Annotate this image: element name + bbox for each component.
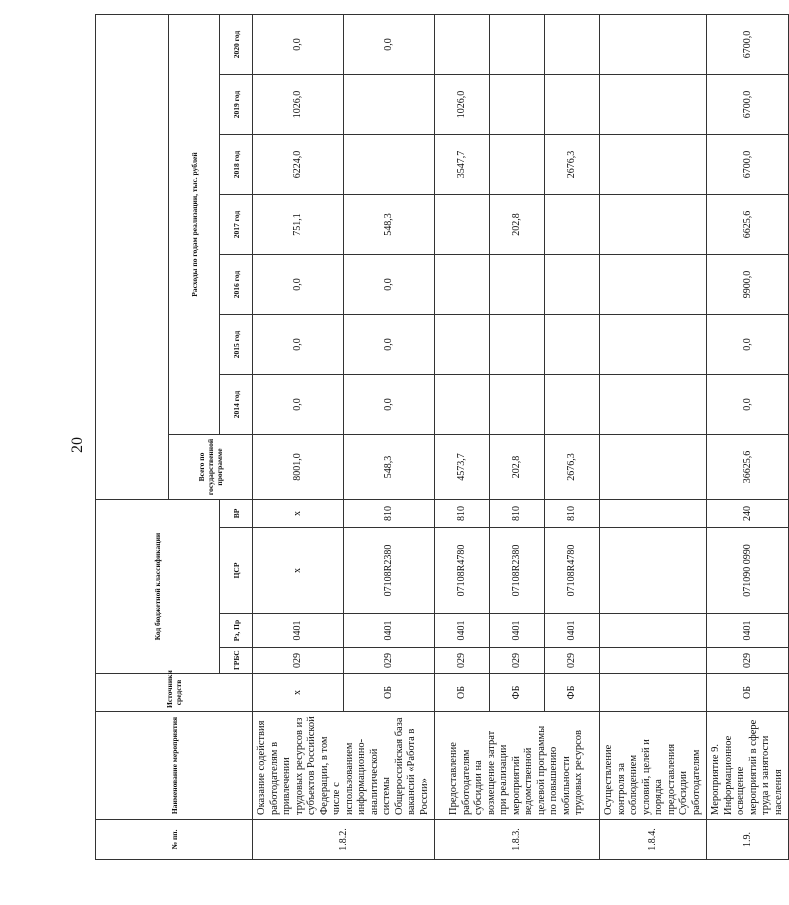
header-year: 2015 год bbox=[220, 315, 253, 375]
year-cell bbox=[600, 315, 707, 375]
header-year: 2016 год bbox=[220, 255, 253, 315]
year-cell bbox=[545, 75, 600, 135]
activity-name: Осуществление контроля за соблюдением условий, целей и порядка предоставления Субсидии работодателям bbox=[600, 712, 707, 820]
activity-name: Предоставление работодателям субсидии на возмещение затрат при реализации мероприятий ведомственной целевой программы по повышению мобильности трудовых ресурсов bbox=[435, 712, 600, 820]
year-cell bbox=[600, 15, 707, 75]
header-year: 2014 год bbox=[220, 375, 253, 435]
header-year: 2017 год bbox=[220, 195, 253, 255]
csr-cell: 07108R4780 bbox=[435, 528, 490, 614]
csr-cell: 07108R2380 bbox=[344, 528, 435, 614]
year-cell: 1026,0 bbox=[435, 75, 490, 135]
csr-cell: 071090 0990 bbox=[707, 528, 789, 614]
year-cell: 2676,3 bbox=[545, 135, 600, 195]
grbs-cell: 029 bbox=[707, 648, 789, 674]
year-cell bbox=[344, 135, 435, 195]
year-cell bbox=[490, 255, 545, 315]
header-expenses-title: Расходы по годам реализации, тыс. рублей bbox=[169, 15, 220, 435]
rzpr-cell: 0401 bbox=[344, 614, 435, 648]
budget-table bbox=[95, 14, 789, 860]
source-cell: ОБ bbox=[707, 674, 789, 712]
row-number: 1.8.2. bbox=[253, 820, 435, 860]
row-number: 1.8.4. bbox=[600, 820, 707, 860]
year-cell: 0,0 bbox=[707, 375, 789, 435]
year-cell bbox=[435, 375, 490, 435]
grbs-cell: 029 bbox=[435, 648, 490, 674]
year-cell: 0,0 bbox=[344, 315, 435, 375]
year-cell: 202,8 bbox=[490, 195, 545, 255]
table-row bbox=[707, 15, 789, 860]
year-cell bbox=[600, 75, 707, 135]
grbs-cell: 029 bbox=[490, 648, 545, 674]
header-rzpr: Рз, Пр bbox=[220, 614, 253, 648]
year-cell: 0,0 bbox=[253, 255, 344, 315]
year-cell bbox=[600, 255, 707, 315]
year-cell: 6625,6 bbox=[707, 195, 789, 255]
year-cell: 0,0 bbox=[253, 15, 344, 75]
source-cell: ФБ bbox=[545, 674, 600, 712]
year-cell bbox=[435, 255, 490, 315]
csr-cell bbox=[600, 528, 707, 614]
rzpr-cell: 0401 bbox=[435, 614, 490, 648]
year-cell: 0,0 bbox=[253, 375, 344, 435]
source-cell: ОБ bbox=[344, 674, 435, 712]
total-cell: 2676,3 bbox=[545, 435, 600, 500]
year-cell bbox=[545, 315, 600, 375]
table-row bbox=[253, 15, 344, 860]
year-cell: 6700,0 bbox=[707, 15, 789, 75]
year-cell bbox=[600, 135, 707, 195]
year-cell bbox=[435, 315, 490, 375]
grbs-cell: 029 bbox=[253, 648, 344, 674]
year-cell: 0,0 bbox=[707, 315, 789, 375]
row-number: 1.8.3. bbox=[435, 820, 600, 860]
row-number: 1.9. bbox=[707, 820, 789, 860]
activity-name: Мероприятие 9. Информационное освещение мероприятий в сфере труда и занятости населения bbox=[707, 712, 789, 820]
source-cell: ФБ bbox=[490, 674, 545, 712]
source-cell bbox=[600, 674, 707, 712]
csr-cell: 07108R2380 bbox=[490, 528, 545, 614]
csr-cell: х bbox=[253, 528, 344, 614]
activity-name: Оказание содействия работодателям в привлечении трудовых ресурсов из субъектов Российской Федерации, в том числе с использованием информационно-аналитической системы Общероссийская база вакансий «Работа в России» bbox=[253, 712, 435, 820]
rzpr-cell: 0401 bbox=[490, 614, 545, 648]
year-cell: 751,1 bbox=[253, 195, 344, 255]
total-cell: 202,8 bbox=[490, 435, 545, 500]
table-row bbox=[435, 15, 490, 860]
vr-cell: 810 bbox=[344, 500, 435, 528]
total-cell: 4573,7 bbox=[435, 435, 490, 500]
year-cell bbox=[490, 75, 545, 135]
total-cell: 548,3 bbox=[344, 435, 435, 500]
rzpr-cell: 0401 bbox=[253, 614, 344, 648]
header-vr: ВР bbox=[220, 500, 253, 528]
year-cell: 3547,7 bbox=[435, 135, 490, 195]
vr-cell: 810 bbox=[545, 500, 600, 528]
grbs-cell: 029 bbox=[344, 648, 435, 674]
csr-cell: 07108R4780 bbox=[545, 528, 600, 614]
vr-cell: 240 bbox=[707, 500, 789, 528]
grbs-cell: 029 bbox=[545, 648, 600, 674]
year-cell bbox=[490, 375, 545, 435]
table-row bbox=[600, 15, 707, 860]
year-cell bbox=[435, 15, 490, 75]
vr-cell: х bbox=[253, 500, 344, 528]
header-grbs: ГРБС bbox=[220, 648, 253, 674]
year-cell: 6700,0 bbox=[707, 75, 789, 135]
year-cell bbox=[435, 195, 490, 255]
year-cell bbox=[600, 195, 707, 255]
total-cell bbox=[600, 435, 707, 500]
year-cell: 548,3 bbox=[344, 195, 435, 255]
header-year: 2018 год bbox=[220, 135, 253, 195]
vr-cell: 810 bbox=[435, 500, 490, 528]
year-cell bbox=[344, 75, 435, 135]
total-cell: 8001,0 bbox=[253, 435, 344, 500]
rotated-table-wrapper bbox=[95, 15, 784, 860]
source-cell: х bbox=[253, 674, 344, 712]
rzpr-cell: 0401 bbox=[545, 614, 600, 648]
header-csr: ЦСР bbox=[220, 528, 253, 614]
header-total: Всего по государственной программе bbox=[169, 435, 253, 500]
total-cell: 36625,6 bbox=[707, 435, 789, 500]
year-cell: 0,0 bbox=[344, 15, 435, 75]
year-cell bbox=[490, 315, 545, 375]
year-cell: 0,0 bbox=[253, 315, 344, 375]
year-cell: 0,0 bbox=[344, 375, 435, 435]
year-cell: 1026,0 bbox=[253, 75, 344, 135]
rzpr-cell bbox=[600, 614, 707, 648]
rzpr-cell: 0401 bbox=[707, 614, 789, 648]
header-name: Наименование мероприятия bbox=[96, 712, 253, 820]
grbs-cell bbox=[600, 648, 707, 674]
source-cell: ОБ bbox=[435, 674, 490, 712]
header-year: 2020 год bbox=[220, 15, 253, 75]
header-expenses bbox=[96, 15, 169, 500]
vr-cell bbox=[600, 500, 707, 528]
year-cell bbox=[600, 375, 707, 435]
year-cell: 6224,0 bbox=[253, 135, 344, 195]
header-year: 2019 год bbox=[220, 75, 253, 135]
year-cell: 9900,0 bbox=[707, 255, 789, 315]
year-cell bbox=[490, 15, 545, 75]
year-cell bbox=[490, 135, 545, 195]
year-cell: 0,0 bbox=[344, 255, 435, 315]
vr-cell: 810 bbox=[490, 500, 545, 528]
year-cell bbox=[545, 195, 600, 255]
year-cell bbox=[545, 15, 600, 75]
year-cell bbox=[545, 255, 600, 315]
header-budget-code: Код бюджетной классификации bbox=[96, 500, 220, 674]
header-num: № пп. bbox=[96, 820, 253, 860]
header-source: Источники средств bbox=[96, 674, 253, 712]
year-cell: 6700,0 bbox=[707, 135, 789, 195]
year-cell bbox=[545, 375, 600, 435]
page-number: 20 bbox=[69, 437, 86, 453]
